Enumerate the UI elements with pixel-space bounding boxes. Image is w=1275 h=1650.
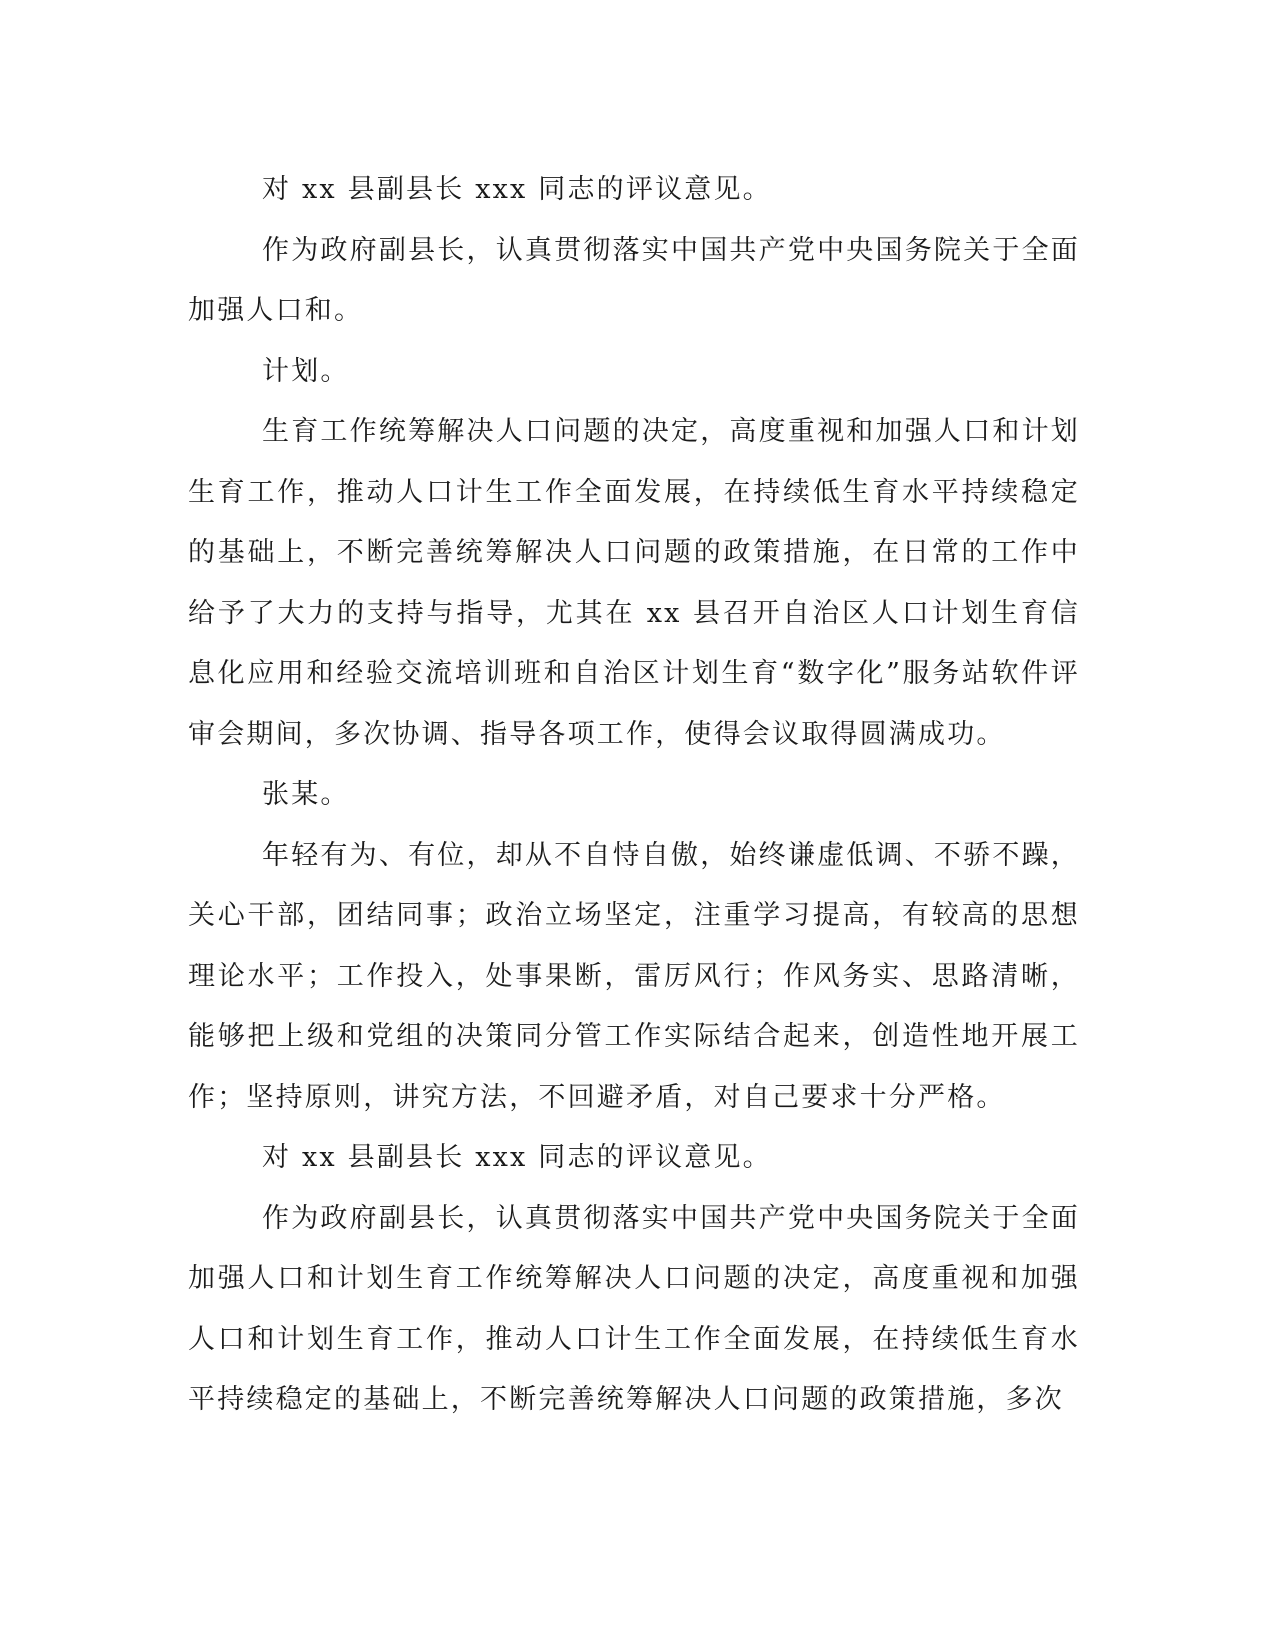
- document-body: [188, 160, 1080, 1431]
- paragraph-plan: 计划。: [262, 355, 350, 387]
- paragraph-birth-work: 生育工作统筹解决人口问题的决定，高度重视和加强人口和计划生育工作，推动人口计生工作全面发展，在持续低生育水平持续稳定的基础上，不断完善统筹解决人口问题的政策措施，在日常的工作中给予了大力的支持与指导，尤其在 xx 县召开自治区人口计划生育信息化应用和经验交流培训班和自治区计划生育“数字化”服务站软件评审会期间，多次协调、指导各项工作，使得会议取得圆满成功。: [188, 416, 1080, 750]
- paragraph-name-zhang: 张某。: [262, 779, 350, 810]
- paragraph-review-title-2: 对 xx 县副县长 xxx 同志的评议意见。: [262, 1142, 772, 1173]
- paragraph-intro-2: 作为政府副县长，认真贯彻落实中国共产党中央国务院关于全面加强人口和计划生育工作统筹解决人口问题的决定，高度重视和加强人口和计划生育工作，推动人口计生工作全面发展，在持续低生育水平持续稳定的基础上，不断完善统筹解决人口问题的政策措施，多次: [188, 1202, 1080, 1415]
- paragraph-review-title-1: 对 xx 县副县长 xxx 同志的评议意见。: [262, 174, 772, 205]
- paragraph-evaluation: 年轻有为、有位，却从不自恃自傲，始终谦虚低调、不骄不躁，关心干部，团结同事；政治立场坚定，注重学习提高，有较高的思想理论水平；工作投入，处事果断，雷厉风行；作风务实、思路清晰，能够把上级和党组的决策同分管工作实际结合起来，创造性地开展工作；坚持原则，讲究方法，不回避矛盾，对自己要求十分严格。: [188, 839, 1080, 1113]
- paragraph-intro-1: 作为政府副县长，认真贯彻落实中国共产党中央国务院关于全面加强人口和。: [188, 234, 1080, 326]
